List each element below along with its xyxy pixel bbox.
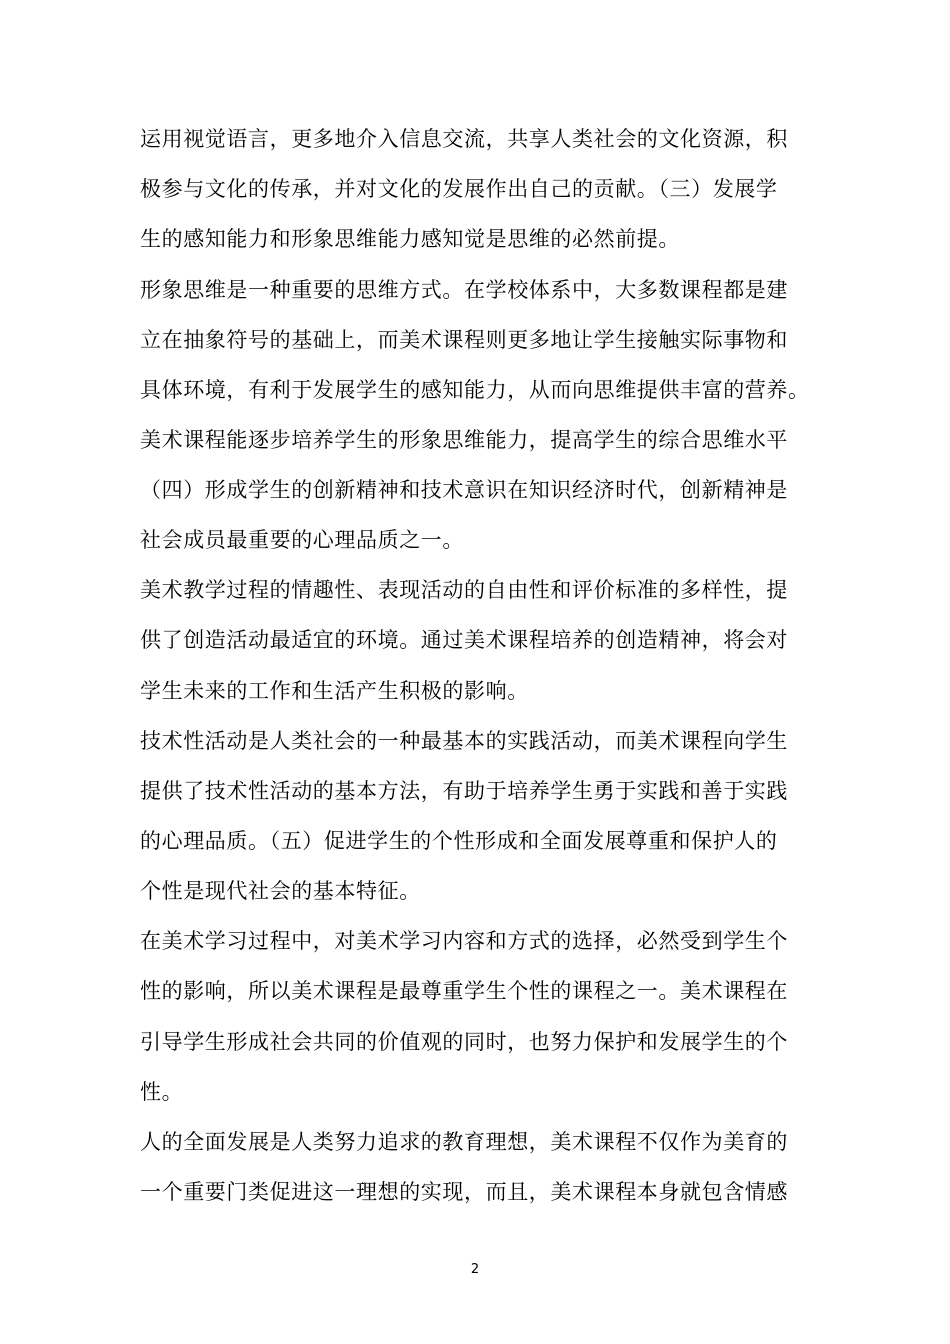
text-line: 提供了技术性活动的基本方法，有助于培养学生勇于实践和善于实践 bbox=[140, 779, 788, 803]
text-line: 立在抽象符号的基础上，而美术课程则更多地让学生接触实际事物和 bbox=[140, 328, 788, 352]
text-line: 技术性活动是人类社会的一种最基本的实践活动，而美术课程向学生 bbox=[140, 729, 788, 753]
text-line: 美术课程能逐步培养学生的形象思维能力，提高学生的综合思维水平 bbox=[140, 428, 788, 452]
text-line: 社会成员最重要的心理品质之一。 bbox=[140, 528, 464, 552]
text-line: 美术教学过程的情趣性、表现活动的自由性和评价标准的多样性，提 bbox=[140, 578, 788, 602]
text-line: 极参与文化的传承，并对文化的发展作出自己的贡献。（三）发展学 bbox=[140, 177, 778, 201]
text-line: 学生未来的工作和生活产生积极的影响。 bbox=[140, 679, 529, 703]
text-line: 性的影响，所以美术课程是最尊重学生个性的课程之一。美术课程在 bbox=[140, 979, 788, 1003]
text-line: 人的全面发展是人类努力追求的教育理想，美术课程不仅作为美育的 bbox=[140, 1130, 788, 1154]
text-line: 运用视觉语言，更多地介入信息交流，共享人类社会的文化资源，积 bbox=[140, 127, 788, 151]
text-line: 一个重要门类促进这一理想的实现，而且，美术课程本身就包含情感 bbox=[140, 1180, 788, 1204]
text-line: 个性是现代社会的基本特征。 bbox=[140, 879, 421, 903]
text-line: 供了创造活动最适宜的环境。通过美术课程培养的创造精神，将会对 bbox=[140, 628, 788, 652]
text-line: 引导学生形成社会共同的价值观的同时，也努力保护和发展学生的个 bbox=[140, 1030, 788, 1054]
text-line: 性。 bbox=[140, 1080, 184, 1104]
page-number: 2 bbox=[470, 1262, 480, 1277]
text-line: 的心理品质。（五）促进学生的个性形成和全面发展尊重和保护人的 bbox=[140, 829, 778, 853]
text-line: （四）形成学生的创新精神和技术意识在知识经济时代，创新精神是 bbox=[140, 478, 788, 502]
text-line: 具体环境，有利于发展学生的感知能力，从而向思维提供丰富的营养。 bbox=[140, 378, 810, 402]
text-line: 在美术学习过程中，对美术学习内容和方式的选择，必然受到学生个 bbox=[140, 929, 788, 953]
text-line: 生的感知能力和形象思维能力感知觉是思维的必然前提。 bbox=[140, 227, 680, 251]
text-line: 形象思维是一种重要的思维方式。在学校体系中，大多数课程都是建 bbox=[140, 278, 788, 302]
